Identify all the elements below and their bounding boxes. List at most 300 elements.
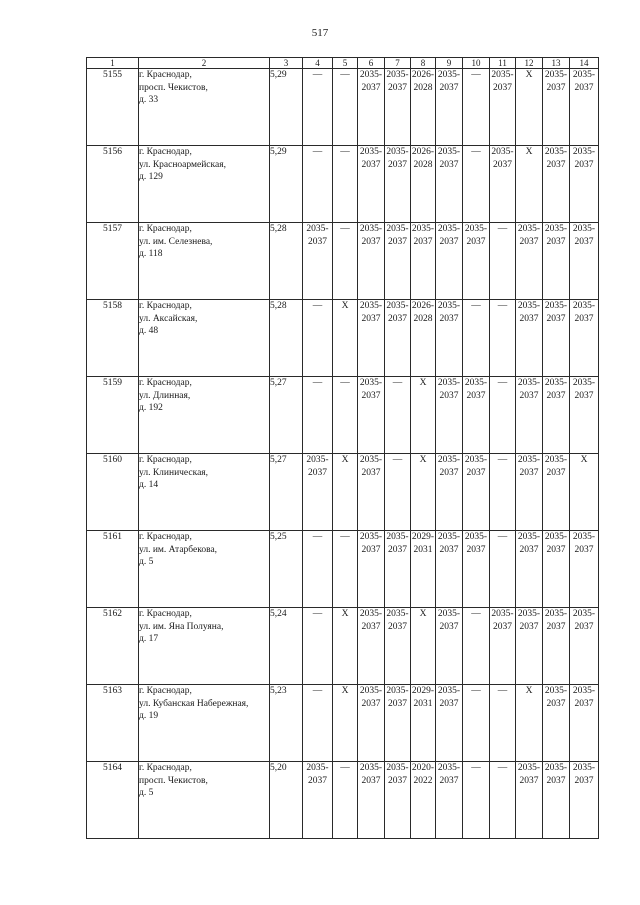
period-cell <box>463 69 490 146</box>
period-cell <box>463 685 490 762</box>
address-line: д. 17 <box>139 634 159 644</box>
period-line: 2037 <box>546 775 566 786</box>
period-line: 2029- <box>411 686 435 696</box>
period-cell <box>543 377 570 454</box>
period-line: 2035- <box>437 686 461 696</box>
period-line: 2037 <box>519 390 539 401</box>
period-line: — <box>340 378 350 388</box>
period-cell <box>333 223 358 300</box>
period-line: 2035- <box>437 224 461 234</box>
period-line: 2035- <box>359 686 383 696</box>
period-cell <box>436 146 463 223</box>
header-row <box>87 58 599 69</box>
address-line: г. Краснодар, <box>139 224 192 234</box>
period-cell <box>411 300 436 377</box>
period-line: 2035- <box>572 763 596 773</box>
period-cell <box>436 762 463 839</box>
address-line: просп. Чекистов, <box>139 775 208 786</box>
period-line: — <box>312 301 323 311</box>
period-cell <box>333 300 358 377</box>
period-line: 2037 <box>574 698 594 709</box>
period-line: 2035- <box>544 686 568 696</box>
period-line: — <box>340 532 350 542</box>
table-row <box>87 223 599 300</box>
period-line: 2037 <box>361 390 381 401</box>
period-line: 2037 <box>388 544 407 555</box>
period-line: X <box>419 609 427 619</box>
period-cell <box>411 454 436 531</box>
column-header: 14 <box>570 58 599 69</box>
period-cell <box>385 223 411 300</box>
period-line: 2037 <box>519 236 539 247</box>
period-line: 2035- <box>491 70 514 80</box>
period-line: — <box>471 70 481 80</box>
period-line: — <box>340 224 350 234</box>
period-line: — <box>471 609 481 619</box>
table-row <box>87 762 599 839</box>
period-line: 2037 <box>361 467 381 478</box>
period-cell <box>303 762 333 839</box>
period-cell <box>543 608 570 685</box>
period-line: 2037 <box>574 621 594 632</box>
period-line: 2035- <box>386 609 409 619</box>
period-cell <box>543 300 570 377</box>
period-line: 2037 <box>519 313 539 324</box>
column-header: 5 <box>333 58 358 69</box>
period-line: 2035- <box>359 763 383 773</box>
address-line: ул. им. Селезнева, <box>139 236 213 247</box>
period-cell <box>358 377 385 454</box>
period-line: 2035- <box>517 609 541 619</box>
address-line: д. 5 <box>139 557 154 567</box>
period-line: 2037 <box>546 621 566 632</box>
period-cell <box>303 223 333 300</box>
row-number: 5157 <box>87 223 139 300</box>
period-cell <box>490 146 516 223</box>
address-cell <box>139 608 270 685</box>
period-cell <box>333 69 358 146</box>
period-line: 2037 <box>519 621 539 632</box>
period-cell <box>358 762 385 839</box>
period-line: 2035- <box>359 147 383 157</box>
period-line: 2028 <box>413 313 433 324</box>
address-line: д. 129 <box>139 172 163 182</box>
period-cell <box>570 146 599 223</box>
period-line: 2031 <box>413 698 433 709</box>
period-line: — <box>497 378 508 388</box>
period-cell <box>385 377 411 454</box>
address-line: просп. Чекистов, <box>139 82 208 93</box>
period-line: 2035- <box>544 378 568 388</box>
period-cell <box>436 454 463 531</box>
address-line: ул. Кубанская Набережная, <box>139 698 249 709</box>
period-line: 2037 <box>439 236 459 247</box>
period-cell <box>570 454 599 531</box>
table-header <box>87 58 599 69</box>
period-line: — <box>312 686 323 696</box>
period-line: 2035- <box>306 455 329 465</box>
period-line: 2037 <box>439 544 459 555</box>
period-cell <box>436 608 463 685</box>
period-line: 2037 <box>466 236 486 247</box>
period-line: 2037 <box>388 313 407 324</box>
period-line: 2037 <box>361 313 381 324</box>
period-line: 2031 <box>413 544 433 555</box>
period-line: 2035- <box>411 224 435 234</box>
period-line: — <box>497 455 508 465</box>
period-line: 2035- <box>517 378 541 388</box>
period-line: 2037 <box>388 621 407 632</box>
period-line: 2035- <box>359 532 383 542</box>
period-cell <box>411 531 436 608</box>
period-line: 2037 <box>439 313 459 324</box>
period-cell <box>333 146 358 223</box>
period-line: 2028 <box>413 82 433 93</box>
period-cell <box>333 762 358 839</box>
table-row <box>87 146 599 223</box>
period-cell <box>490 69 516 146</box>
address-cell <box>139 762 270 839</box>
period-cell <box>543 454 570 531</box>
period-cell <box>411 223 436 300</box>
address-line: г. Краснодар, <box>139 763 192 773</box>
period-cell <box>463 608 490 685</box>
period-line: X <box>419 378 427 388</box>
page-number: 517 <box>311 27 329 39</box>
row-number: 5159 <box>87 377 139 454</box>
period-line: 2037 <box>361 236 381 247</box>
period-line: 2035- <box>359 378 383 388</box>
period-line: 2037 <box>388 698 407 709</box>
period-cell <box>490 377 516 454</box>
period-cell <box>463 531 490 608</box>
period-line: 2035- <box>464 224 488 234</box>
period-line: 2035- <box>544 455 568 465</box>
period-cell <box>358 223 385 300</box>
row-number: 5161 <box>87 531 139 608</box>
period-line: 2035- <box>544 70 568 80</box>
period-line: 2035- <box>544 763 568 773</box>
period-cell <box>385 146 411 223</box>
period-line: 2037 <box>439 775 459 786</box>
period-cell <box>303 685 333 762</box>
period-cell <box>411 377 436 454</box>
column-header: 8 <box>411 58 436 69</box>
table-row <box>87 69 599 146</box>
period-line: X <box>525 686 533 696</box>
period-cell <box>385 454 411 531</box>
period-line: 2035- <box>544 224 568 234</box>
period-line: 2037 <box>388 775 407 786</box>
row-number: 5162 <box>87 608 139 685</box>
column-header: 7 <box>385 58 411 69</box>
period-line: 2035- <box>437 378 461 388</box>
column-header: 3 <box>270 58 303 69</box>
address-line: ул. им. Атарбекова, <box>139 544 218 555</box>
period-cell <box>303 69 333 146</box>
column-header: 6 <box>358 58 385 69</box>
period-line: 2035- <box>517 224 541 234</box>
address-cell <box>139 300 270 377</box>
address-cell <box>139 69 270 146</box>
period-line: 2020- <box>411 763 435 773</box>
row-number: 5163 <box>87 685 139 762</box>
period-cell <box>411 69 436 146</box>
period-cell <box>516 377 543 454</box>
period-cell <box>303 608 333 685</box>
period-line: 2037 <box>546 236 566 247</box>
period-line: — <box>312 378 323 388</box>
period-line: 2037 <box>546 390 566 401</box>
table-row <box>87 377 599 454</box>
period-line: 2035- <box>544 147 568 157</box>
table-row <box>87 454 599 531</box>
period-line: — <box>340 70 350 80</box>
column-header: 13 <box>543 58 570 69</box>
period-line: 2037 <box>546 313 566 324</box>
period-line: 2035- <box>572 224 596 234</box>
period-cell <box>463 377 490 454</box>
period-cell <box>516 685 543 762</box>
period-line: 2035- <box>464 532 488 542</box>
period-line: 2035- <box>437 301 461 311</box>
period-line: 2035- <box>572 147 596 157</box>
period-line: 2026- <box>411 301 435 311</box>
period-line: 2022 <box>413 775 433 786</box>
period-cell <box>303 146 333 223</box>
period-cell <box>436 531 463 608</box>
period-line: 2035- <box>572 301 596 311</box>
address-line: ул. им. Яна Полуяна, <box>139 621 224 632</box>
period-cell <box>516 223 543 300</box>
period-line: X <box>419 455 427 465</box>
period-line: 2037 <box>361 159 381 170</box>
column-header: 4 <box>303 58 333 69</box>
address-line: г. Краснодар, <box>139 378 192 388</box>
period-line: 2026- <box>411 70 435 80</box>
period-cell <box>303 377 333 454</box>
period-line: 2037 <box>493 621 512 632</box>
period-cell <box>385 762 411 839</box>
registry-table <box>86 57 599 839</box>
period-cell <box>385 608 411 685</box>
period-line: 2037 <box>574 313 594 324</box>
period-line: 2035- <box>491 147 514 157</box>
period-line: 2037 <box>546 467 566 478</box>
period-line: — <box>312 70 323 80</box>
period-cell <box>570 223 599 300</box>
address-line: д. 192 <box>139 403 163 413</box>
period-cell <box>543 762 570 839</box>
address-cell <box>139 531 270 608</box>
period-cell <box>543 69 570 146</box>
period-line: 2035- <box>572 378 596 388</box>
address-line: д. 19 <box>139 711 159 721</box>
period-line: — <box>471 147 481 157</box>
address-line: д. 5 <box>139 788 154 798</box>
period-cell <box>570 762 599 839</box>
period-line: X <box>341 609 349 619</box>
period-line: 2035- <box>572 686 596 696</box>
period-line: — <box>471 686 481 696</box>
period-line: 2037 <box>439 467 459 478</box>
table-body <box>87 69 599 839</box>
period-line: 2035- <box>306 224 329 234</box>
period-cell <box>358 146 385 223</box>
period-line: 2035- <box>386 763 409 773</box>
address-line: д. 118 <box>139 249 163 259</box>
period-line: 2037 <box>574 159 594 170</box>
period-line: — <box>312 532 323 542</box>
period-line: — <box>471 301 481 311</box>
table-row <box>87 531 599 608</box>
period-line: — <box>312 609 323 619</box>
period-cell <box>516 531 543 608</box>
address-line: г. Краснодар, <box>139 455 192 465</box>
period-line: 2035- <box>517 532 541 542</box>
period-line: 2037 <box>466 544 486 555</box>
table-row <box>87 608 599 685</box>
period-line: — <box>392 378 403 388</box>
period-cell <box>436 223 463 300</box>
row-number: 5158 <box>87 300 139 377</box>
period-line: — <box>497 301 508 311</box>
area-cell: 5,25 <box>270 531 303 608</box>
period-line: X <box>525 147 533 157</box>
period-line: — <box>312 147 323 157</box>
address-line: г. Краснодар, <box>139 532 192 542</box>
address-line: г. Краснодар, <box>139 70 192 80</box>
period-cell <box>358 454 385 531</box>
period-cell <box>436 685 463 762</box>
period-cell <box>570 608 599 685</box>
period-line: 2028 <box>413 159 433 170</box>
area-cell: 5,20 <box>270 762 303 839</box>
period-cell <box>543 146 570 223</box>
period-line: 2035- <box>359 455 383 465</box>
period-line: 2035- <box>491 609 514 619</box>
address-line: д. 48 <box>139 326 159 336</box>
period-cell <box>358 69 385 146</box>
period-line: — <box>497 763 508 773</box>
period-cell <box>333 454 358 531</box>
period-cell <box>516 454 543 531</box>
period-cell <box>385 300 411 377</box>
period-line: 2037 <box>519 544 539 555</box>
row-number: 5155 <box>87 69 139 146</box>
period-line: 2037 <box>361 698 381 709</box>
period-cell <box>490 762 516 839</box>
period-line: 2035- <box>517 301 541 311</box>
period-line: X <box>341 686 349 696</box>
period-line: 2037 <box>546 544 566 555</box>
period-cell <box>570 300 599 377</box>
period-line: 2037 <box>439 390 459 401</box>
area-cell: 5,28 <box>270 223 303 300</box>
period-cell <box>358 531 385 608</box>
period-line: 2035- <box>517 455 541 465</box>
period-cell <box>543 531 570 608</box>
period-line: X <box>525 70 533 80</box>
address-line: г. Краснодар, <box>139 301 192 311</box>
period-cell <box>570 685 599 762</box>
column-header: 2 <box>139 58 270 69</box>
period-line: 2037 <box>439 82 459 93</box>
period-line: — <box>340 147 350 157</box>
period-line: 2035- <box>572 70 596 80</box>
period-cell <box>570 377 599 454</box>
period-line: 2037 <box>574 775 594 786</box>
period-cell <box>411 146 436 223</box>
period-line: 2037 <box>388 159 407 170</box>
period-line: 2035- <box>437 532 461 542</box>
period-line: 2035- <box>464 455 488 465</box>
period-cell <box>436 300 463 377</box>
period-line: 2035- <box>437 70 461 80</box>
period-line: 2037 <box>546 82 566 93</box>
period-cell <box>516 69 543 146</box>
period-line: 2035- <box>306 763 329 773</box>
period-cell <box>358 685 385 762</box>
period-line: 2035- <box>386 532 409 542</box>
period-line: 2037 <box>308 236 327 247</box>
address-cell <box>139 223 270 300</box>
column-header: 11 <box>490 58 516 69</box>
period-line: 2037 <box>574 82 594 93</box>
period-line: 2037 <box>546 698 566 709</box>
period-cell <box>385 685 411 762</box>
period-line: 2037 <box>546 159 566 170</box>
period-cell <box>303 531 333 608</box>
row-number: 5160 <box>87 454 139 531</box>
period-line: 2035- <box>359 224 383 234</box>
table-row <box>87 300 599 377</box>
area-cell: 5,24 <box>270 608 303 685</box>
period-line: — <box>497 686 508 696</box>
period-line: 2035- <box>386 301 409 311</box>
period-cell <box>333 531 358 608</box>
period-line: 2026- <box>411 147 435 157</box>
period-cell <box>516 146 543 223</box>
period-cell <box>490 608 516 685</box>
period-line: 2037 <box>519 775 539 786</box>
period-cell <box>333 608 358 685</box>
column-header: 1 <box>87 58 139 69</box>
period-cell <box>411 762 436 839</box>
address-line: г. Краснодар, <box>139 147 192 157</box>
period-cell <box>436 69 463 146</box>
period-line: 2035- <box>437 609 461 619</box>
address-cell <box>139 685 270 762</box>
address-line: ул. Аксайская, <box>139 313 198 324</box>
column-header: 9 <box>436 58 463 69</box>
period-cell <box>385 531 411 608</box>
period-cell <box>303 300 333 377</box>
period-line: 2035- <box>544 609 568 619</box>
address-cell <box>139 454 270 531</box>
period-line: — <box>497 532 508 542</box>
period-line: 2037 <box>439 159 459 170</box>
address-line: ул. Длинная, <box>139 390 191 401</box>
period-line: 2035- <box>517 763 541 773</box>
period-line: 2035- <box>359 70 383 80</box>
period-line: 2037 <box>466 467 486 478</box>
period-line: 2037 <box>361 775 381 786</box>
address-line: ул. Красноармейская, <box>139 159 226 170</box>
period-cell <box>490 300 516 377</box>
address-line: д. 33 <box>139 95 159 105</box>
area-cell: 5,29 <box>270 146 303 223</box>
